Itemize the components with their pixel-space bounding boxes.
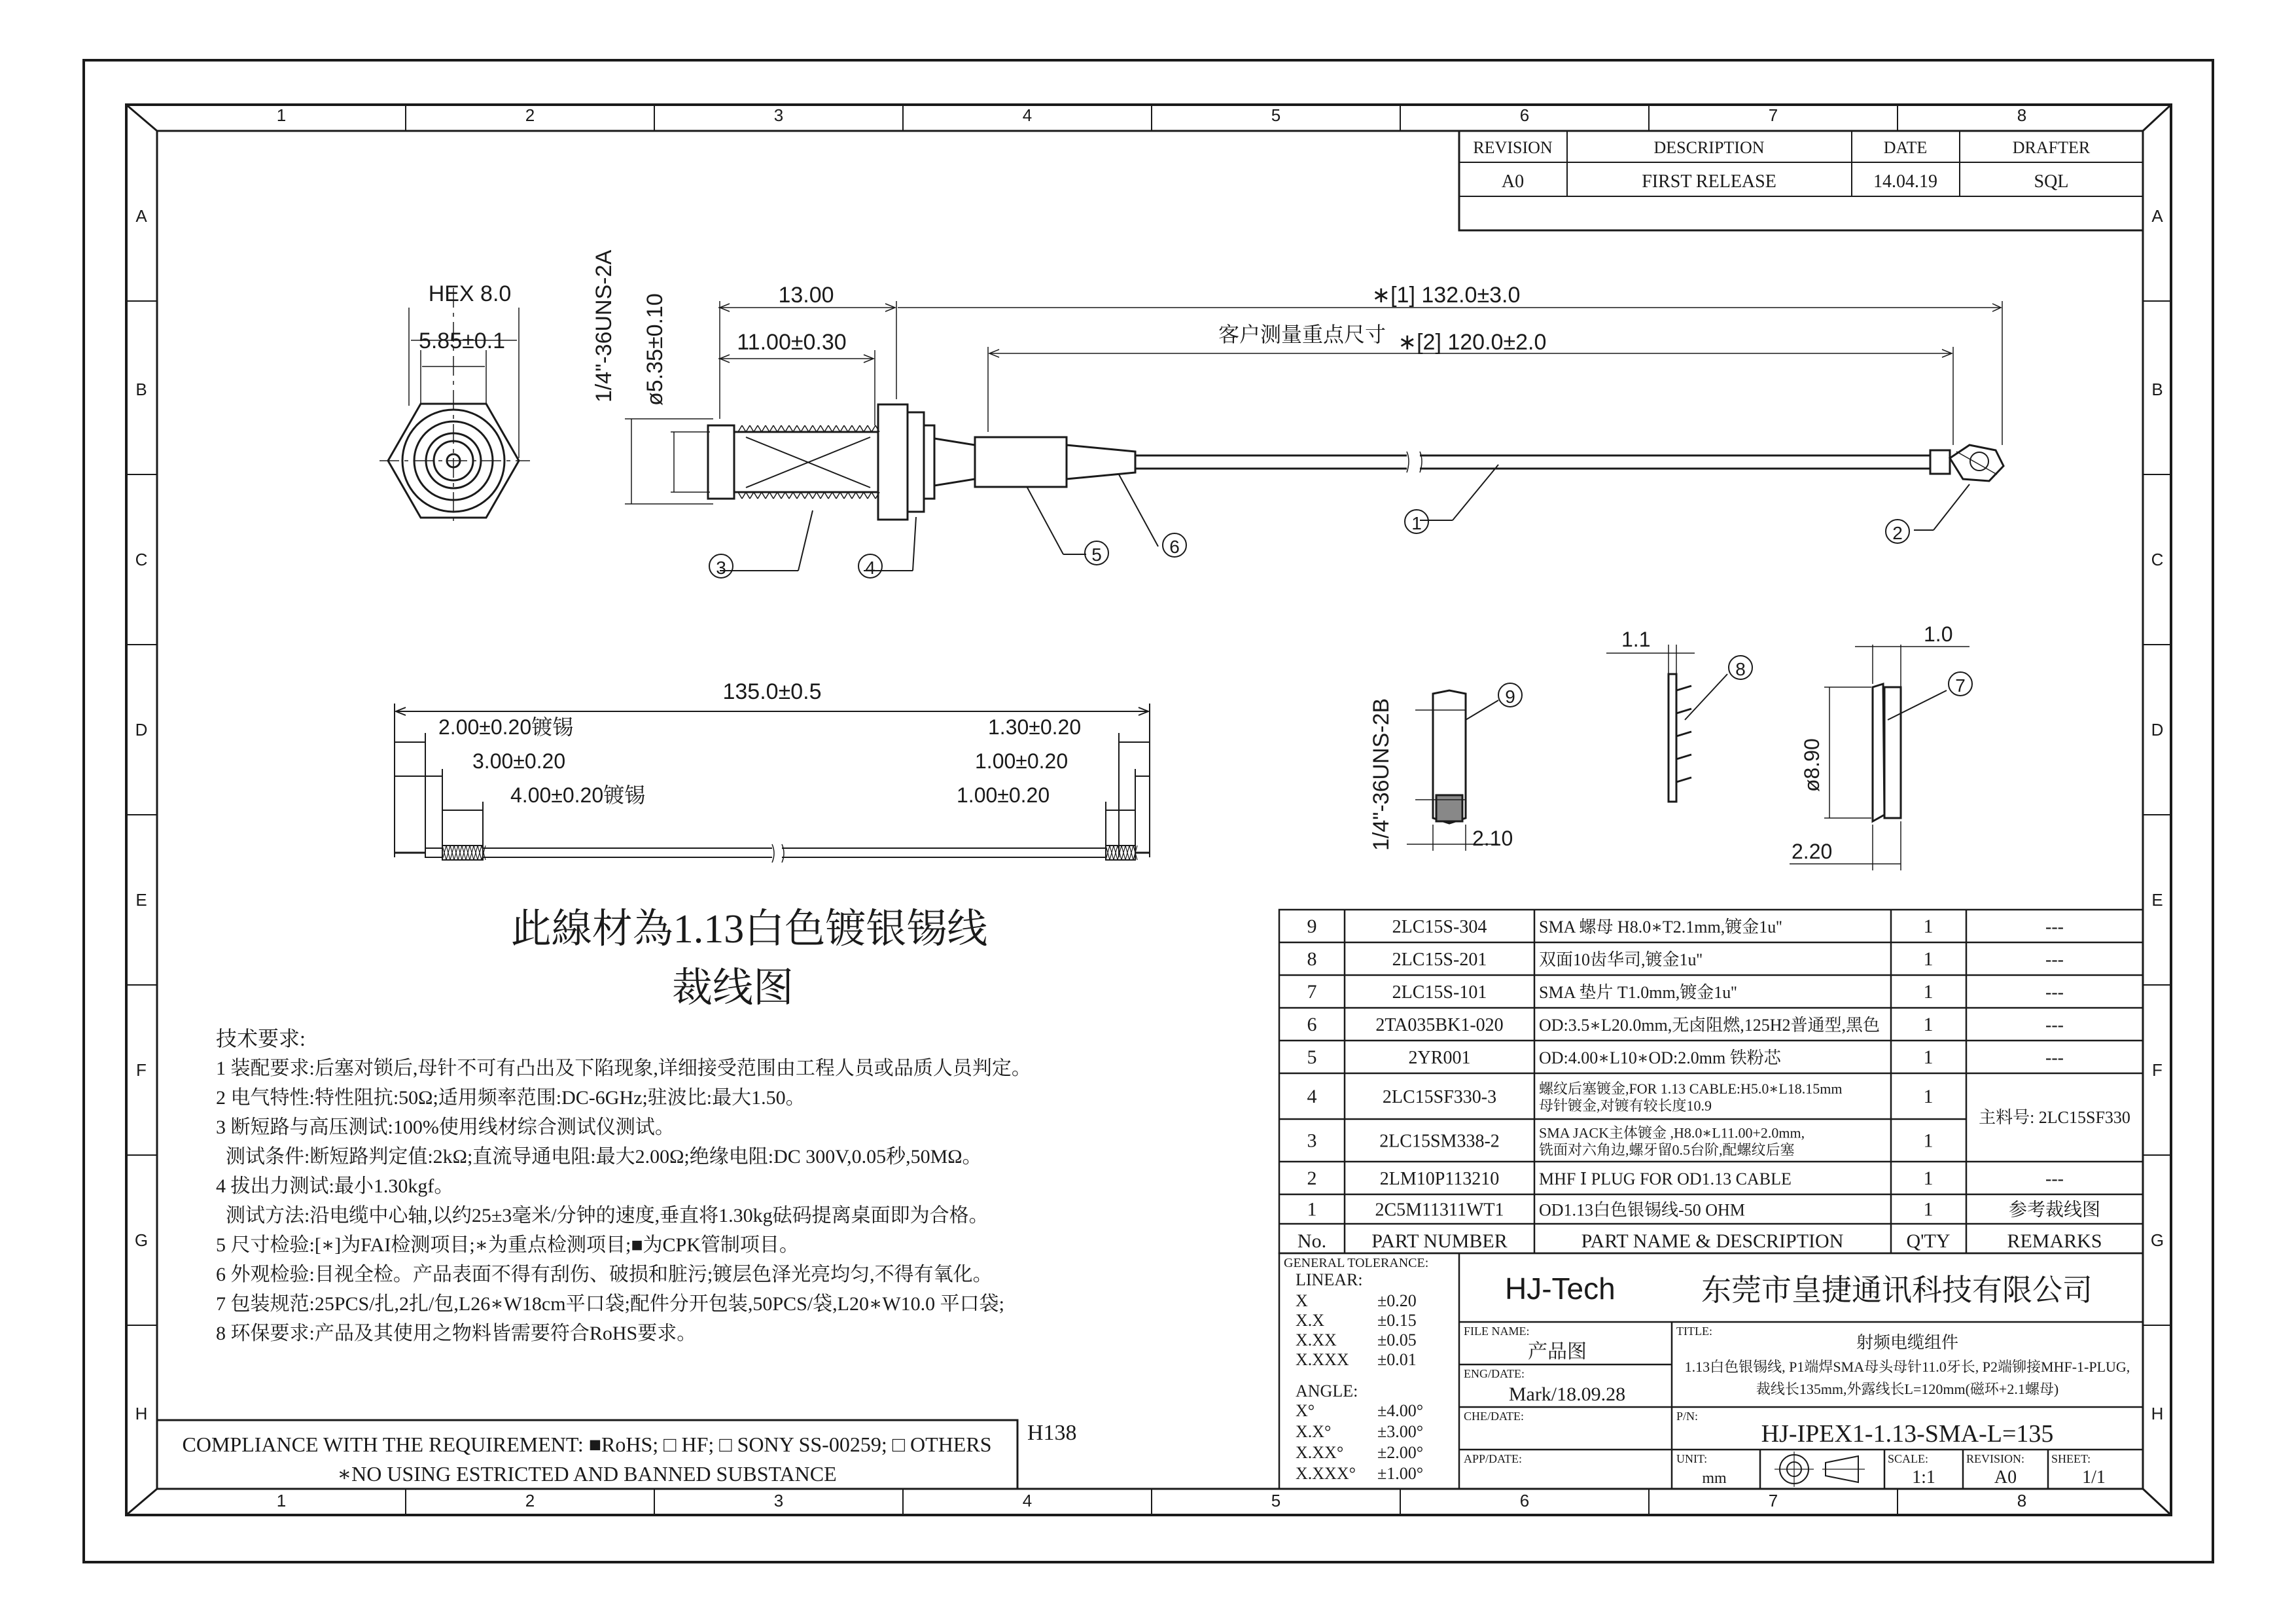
tol-angle-key: X.XX° bbox=[1296, 1443, 1344, 1462]
svg-text:4: 4 bbox=[865, 558, 875, 578]
tech-req-line-1: 1 装配要求:后塞对锁后,母针不可有凸出及下陷现象,详细接受范围由工程人员或品质人员判定。 bbox=[216, 1058, 1031, 1079]
eng-date-value: Mark/18.09.28 bbox=[1508, 1383, 1626, 1405]
coax-cable bbox=[1135, 452, 1930, 473]
grid-row-label: F bbox=[2152, 1060, 2163, 1080]
grid-col-label: 4 bbox=[1022, 1491, 1033, 1510]
bom-item-no: 1 bbox=[1307, 1198, 1317, 1221]
spacer-width-label: 2.20 bbox=[1792, 840, 1833, 863]
unit-value: mm bbox=[1702, 1470, 1727, 1487]
tol-linear-value: ±0.01 bbox=[1377, 1350, 1417, 1369]
bom-item-no: 5 bbox=[1307, 1046, 1317, 1068]
tol-angle-key: X° bbox=[1296, 1401, 1315, 1420]
grid-col-label: 8 bbox=[2017, 1491, 2027, 1510]
grid-row-label: B bbox=[135, 380, 147, 399]
bom-description: 双面10齿华司,镀金1u'' bbox=[1539, 950, 1703, 969]
dim-11: 11.00±0.30 bbox=[737, 330, 847, 355]
tol-angle-value: ±3.00° bbox=[1377, 1422, 1424, 1441]
grid-col-label: 6 bbox=[1519, 105, 1530, 125]
rev-value-revision: A0 bbox=[1501, 171, 1525, 192]
bom-description: OD:4.00∗L10∗OD:2.0mm 铁粉芯 bbox=[1539, 1048, 1781, 1067]
sheet-label: SHEET: bbox=[2051, 1452, 2091, 1465]
eng-date-label: ENG/DATE: bbox=[1464, 1367, 1525, 1380]
bom-description: 母针镀金,对镀有较长度10.9 bbox=[1539, 1097, 1712, 1114]
revision-label: REVISION: bbox=[1966, 1452, 2024, 1465]
title-main: 射频电缆组件 bbox=[1856, 1333, 1959, 1352]
tol-angle-key: X.XXX° bbox=[1296, 1464, 1356, 1483]
balloon-6 bbox=[1163, 533, 1186, 557]
customer-measure-note: 客户测量重点尺寸 bbox=[1218, 323, 1386, 346]
tol-linear-value: ±0.20 bbox=[1377, 1291, 1417, 1310]
grid-col-label: 2 bbox=[525, 105, 535, 125]
bom-merged-remark: 主料号: 2LC15SF330 bbox=[1979, 1108, 2130, 1127]
bom-qty: 1 bbox=[1923, 916, 1934, 937]
spacer-thickness-label: 1.0 bbox=[1924, 622, 1953, 646]
rev-header-description: DESCRIPTION bbox=[1653, 138, 1765, 157]
sheet-value: 1/1 bbox=[2082, 1467, 2106, 1488]
hex-width-label: 5.85±0.1 bbox=[418, 329, 506, 353]
detail-washer bbox=[1606, 645, 1695, 802]
nut-width-label: 2.10 bbox=[1472, 827, 1513, 850]
bom-row-3 bbox=[1307, 1125, 1934, 1158]
balloon-4 bbox=[858, 554, 882, 578]
tol-linear-key: X.X bbox=[1296, 1311, 1325, 1330]
svg-text:5: 5 bbox=[1091, 544, 1102, 565]
bom-qty: 1 bbox=[1923, 1168, 1934, 1189]
cut-dim-right-2: 1.00±0.20 bbox=[975, 749, 1069, 773]
pn-label: P/N: bbox=[1676, 1410, 1699, 1423]
grid-row-label: C bbox=[2151, 550, 2164, 569]
bom-header-remarks: REMARKS bbox=[2007, 1230, 2102, 1252]
bom-part-number: 2LC15S-201 bbox=[1392, 950, 1487, 970]
grid-row-label: C bbox=[135, 550, 148, 569]
bom-remark: --- bbox=[2045, 982, 2064, 1003]
bom-qty: 1 bbox=[1923, 981, 1934, 1003]
svg-text:1: 1 bbox=[1411, 513, 1422, 533]
grid-col-label: 6 bbox=[1519, 1491, 1530, 1510]
grid-row-label: D bbox=[2151, 720, 2164, 740]
svg-text:8: 8 bbox=[1735, 659, 1746, 679]
title-line3: 裁线长135mm,外露线长L=120mm(磁环+2.1螺母) bbox=[1756, 1381, 2059, 1397]
cut-total-length: 135.0±0.5 bbox=[722, 679, 822, 704]
diameter-dimension-lines bbox=[625, 419, 713, 504]
svg-text:9: 9 bbox=[1505, 687, 1515, 707]
svg-text:3: 3 bbox=[716, 558, 726, 578]
pn-value: HJ-IPEX1-1.13-SMA-L=135 bbox=[1761, 1420, 2054, 1448]
diameter-label: ø5.35±0.10 bbox=[643, 293, 667, 406]
grid-row-label: E bbox=[135, 890, 147, 910]
grid-row-label: D bbox=[135, 720, 148, 740]
bom-row-5 bbox=[1307, 1046, 2064, 1068]
bom-part-number: 2LM10P113210 bbox=[1379, 1169, 1500, 1189]
sma-connector-body bbox=[708, 404, 1135, 520]
bom-item-no: 6 bbox=[1307, 1014, 1317, 1035]
cut-dim-strip-2: 3.00±0.20 bbox=[472, 749, 566, 773]
bom-part-number: 2LC15SF330-3 bbox=[1382, 1087, 1497, 1107]
bom-rows bbox=[1307, 916, 2101, 1221]
bom-qty: 1 bbox=[1923, 1046, 1934, 1068]
bom-remark: --- bbox=[2045, 950, 2064, 970]
hex-size-label: HEX 8.0 bbox=[428, 281, 512, 306]
tech-req-line-3: 3 断短路与高压测试:100%使用线材综合测试仪测试。 bbox=[216, 1116, 675, 1138]
dim-total-length: ∗[1] 132.0±3.0 bbox=[1371, 283, 1521, 308]
tol-linear-title: LINEAR: bbox=[1296, 1270, 1363, 1289]
grid-row-label: H bbox=[135, 1404, 148, 1423]
grid-row-label: A bbox=[135, 206, 147, 226]
rev-value-description: FIRST RELEASE bbox=[1642, 171, 1776, 192]
bom-row-8 bbox=[1307, 948, 2064, 970]
dim-13: 13.00 bbox=[778, 283, 834, 308]
front-view-hex bbox=[380, 288, 530, 524]
grid-row-label: F bbox=[136, 1060, 147, 1080]
cut-dim-strip-3: 4.00±0.20镀锡 bbox=[510, 783, 646, 807]
tech-req-line-9: 7 包装规范:25PCS/扎,2扎/包,L26∗W18cm平口袋;配件分开包装,50PCS/袋,L20∗W10.0 平口袋; bbox=[216, 1293, 1004, 1315]
tol-angle-value: ±1.00° bbox=[1377, 1464, 1424, 1483]
bom-description: SMA 螺母 H8.0∗T2.1mm,镀金1u'' bbox=[1539, 918, 1782, 936]
bom-part-number: 2LC15S-304 bbox=[1392, 917, 1487, 937]
bom-row-4 bbox=[1307, 1080, 1934, 1114]
bom-row-9 bbox=[1307, 916, 2064, 937]
grid-col-label: 1 bbox=[276, 1491, 287, 1510]
bom-row-6 bbox=[1307, 1014, 2064, 1035]
svg-text:7: 7 bbox=[1955, 675, 1966, 696]
bom-description: 螺纹后塞镀金,FOR 1.13 CABLE:H5.0∗L18.15mm bbox=[1539, 1080, 1843, 1097]
revision-block bbox=[1459, 131, 2143, 230]
compliance-code: H138 bbox=[1027, 1421, 1077, 1445]
balloon-1 bbox=[1405, 510, 1428, 533]
bom-remark: --- bbox=[2045, 1015, 2064, 1035]
grid-row-label: E bbox=[2151, 890, 2163, 910]
nut-leader bbox=[1466, 700, 1498, 720]
thread-label: 1/4"-36UNS-2A bbox=[592, 249, 616, 402]
tech-req-line-2: 2 电气特性:特性阻抗:50Ω;适用频率范围:DC-6GHz;驻波比:最大1.50。 bbox=[216, 1087, 805, 1109]
bom-header-no: No. bbox=[1297, 1230, 1327, 1252]
bom-row-2 bbox=[1307, 1168, 2064, 1189]
tol-angle-value: ±4.00° bbox=[1377, 1401, 1424, 1420]
bom-remark: --- bbox=[2045, 917, 2064, 937]
tech-req-line-6: 测试方法:沿电缆中心轴,以约25±3毫米/分钟的速度,垂直将1.30kg砝码提离桌面即为合格。 bbox=[216, 1205, 989, 1226]
svg-text:2: 2 bbox=[1892, 523, 1903, 543]
spacer-leader bbox=[1888, 690, 1947, 720]
bom-part-number: 2LC15SM338-2 bbox=[1379, 1131, 1500, 1152]
grid-row-label: G bbox=[134, 1230, 149, 1250]
scale-label: SCALE: bbox=[1888, 1452, 1929, 1465]
balloon-9 bbox=[1498, 683, 1522, 707]
balloon-5 bbox=[1085, 541, 1108, 565]
unit-label: UNIT: bbox=[1676, 1452, 1708, 1465]
nut-thread-label: 1/4"-36UNS-2B bbox=[1369, 698, 1394, 851]
bom-description: OD:3.5∗L20.0mm,无卤阻燃,125H2普通型,黑色 bbox=[1539, 1016, 1881, 1035]
bom-description: SMA 垫片 T1.0mm,镀金1u'' bbox=[1539, 983, 1737, 1002]
washer-leader bbox=[1685, 674, 1727, 720]
file-name-value: 产品图 bbox=[1528, 1341, 1587, 1363]
bom-remark: --- bbox=[2045, 1048, 2064, 1068]
rev-header-date: DATE bbox=[1883, 138, 1928, 157]
grid-col-label: 4 bbox=[1022, 105, 1033, 125]
bom-item-no: 3 bbox=[1307, 1130, 1317, 1152]
company-name: 东莞市皇捷通讯科技有限公司 bbox=[1701, 1274, 2093, 1307]
compliance-line2: ∗NO USING ESTRICTED AND BANNED SUBSTANCE bbox=[337, 1462, 837, 1486]
brand-name: HJ-Tech bbox=[1505, 1272, 1616, 1306]
compliance-line1: COMPLIANCE WITH THE REQUIREMENT: ■RoHS; □ HF; □ SONY SS-00259; □ OTHERS bbox=[182, 1433, 992, 1456]
file-name-label: FILE NAME: bbox=[1464, 1325, 1530, 1338]
bom-qty: 1 bbox=[1923, 1130, 1934, 1152]
bom-description: MHF Ⅰ PLUG FOR OD1.13 CABLE bbox=[1539, 1169, 1792, 1188]
bom-part-number: 2YR001 bbox=[1408, 1048, 1471, 1068]
tol-linear-value: ±0.05 bbox=[1377, 1330, 1417, 1349]
bom-part-number: 2C5M11311WT1 bbox=[1375, 1200, 1504, 1221]
balloon-7 bbox=[1949, 672, 1972, 696]
cut-dim-right-3: 1.00±0.20 bbox=[957, 783, 1050, 807]
bom-part-number: 2TA035BK1-020 bbox=[1375, 1015, 1504, 1035]
title-line2: 1.13白色银锡线, P1端焊SMA母头母针11.0牙长, P2端铆接MHF-1-PLUG, bbox=[1684, 1359, 2130, 1375]
title-label: TITLE: bbox=[1676, 1325, 1712, 1338]
tol-angle-key: X.X° bbox=[1296, 1422, 1332, 1441]
bom-qty: 1 bbox=[1923, 1198, 1934, 1221]
tol-linear-key: X.XX bbox=[1296, 1330, 1337, 1349]
bom-row-1 bbox=[1307, 1199, 2101, 1221]
grid-row-label: H bbox=[2151, 1404, 2164, 1423]
mhf-plug bbox=[1930, 445, 2004, 481]
projection-symbol-icon bbox=[1775, 1452, 1865, 1487]
bom-header-description: PART NAME & DESCRIPTION bbox=[1581, 1230, 1844, 1252]
grid-col-label: 7 bbox=[1768, 1491, 1778, 1510]
rev-value-drafter: SQL bbox=[2034, 171, 2069, 192]
bom-qty: 1 bbox=[1923, 1086, 1934, 1107]
tol-angle-title: ANGLE: bbox=[1296, 1382, 1358, 1400]
spacer-diameter-label: ø8.90 bbox=[1800, 738, 1824, 792]
rev-header-drafter: DRAFTER bbox=[2012, 138, 2091, 157]
tech-req-line-8: 6 外观检验:目视全检。产品表面不得有刮伤、破损和脏污;镀层色泽光亮均匀,不得有氧化。 bbox=[216, 1264, 993, 1285]
grid-col-label: 2 bbox=[525, 1491, 535, 1510]
bom-header-part-number: PART NUMBER bbox=[1371, 1230, 1508, 1252]
dim-measure-length: ∗[2] 120.0±2.0 bbox=[1398, 330, 1547, 355]
bom-item-no: 7 bbox=[1307, 981, 1317, 1003]
balloon-8 bbox=[1729, 656, 1752, 679]
bom-qty: 1 bbox=[1923, 1014, 1934, 1035]
tol-linear-key: X.XXX bbox=[1296, 1350, 1349, 1369]
bom-remark: --- bbox=[2045, 1169, 2064, 1189]
grid-col-label: 5 bbox=[1271, 1491, 1281, 1510]
tech-req-title: 技术要求: bbox=[216, 1027, 306, 1050]
app-date-label: APP/DATE: bbox=[1464, 1452, 1523, 1465]
tol-angle-value: ±2.00° bbox=[1377, 1443, 1424, 1462]
tech-req-line-5: 4 拔出力测试:最小1.30kgf。 bbox=[216, 1175, 454, 1197]
grid-col-label: 8 bbox=[2017, 105, 2027, 125]
cut-dim-right-1: 1.30±0.20 bbox=[988, 715, 1082, 739]
tech-req-line-10: 8 环保要求:产品及其使用之物料皆需要符合RoHS要求。 bbox=[216, 1323, 697, 1344]
bom-description: SMA JACK主体镀金 ,H8.0∗L11.00+2.0mm, bbox=[1539, 1124, 1805, 1141]
wire-note-line1: 此線材為1.13白色镀银锡线 bbox=[510, 907, 988, 952]
svg-text:6: 6 bbox=[1169, 537, 1180, 557]
scale-value: 1:1 bbox=[1912, 1467, 1935, 1488]
rev-header-revision: REVISION bbox=[1473, 138, 1553, 157]
bom-item-no: 8 bbox=[1307, 948, 1317, 970]
grid-col-label: 3 bbox=[773, 105, 784, 125]
grid-col-label: 5 bbox=[1271, 105, 1281, 125]
cut-dim-strip-1: 2.00±0.20镀锡 bbox=[438, 715, 574, 739]
grid-col-label: 7 bbox=[1768, 105, 1778, 125]
bom-description: OD1.13白色银锡线-50 OHM bbox=[1539, 1200, 1745, 1220]
bom-row-7 bbox=[1307, 981, 2064, 1003]
bom-qty: 1 bbox=[1923, 948, 1934, 970]
bom-item-no: 4 bbox=[1307, 1086, 1317, 1107]
grid-row-label: A bbox=[2151, 206, 2163, 226]
tech-req-line-7: 5 尺寸检验:[∗]为FAI检测项目;∗为重点检测项目;■为CPK管制项目。 bbox=[216, 1234, 799, 1256]
grid-col-label: 1 bbox=[276, 105, 287, 125]
bom-remark: 参考裁线图 bbox=[2008, 1200, 2101, 1221]
bom-description: 铣面对六角边,螺牙留0.5台阶,配螺纹后塞 bbox=[1539, 1141, 1795, 1158]
washer-thickness-label: 1.1 bbox=[1621, 628, 1651, 651]
che-date-label: CHE/DATE: bbox=[1464, 1410, 1524, 1423]
balloon-3 bbox=[709, 554, 733, 578]
tol-linear-value: ±0.15 bbox=[1377, 1311, 1417, 1330]
wire-note-line2: 裁线图 bbox=[671, 966, 794, 1010]
grid-row-label: G bbox=[2150, 1230, 2164, 1250]
grid-row-label: B bbox=[2151, 380, 2163, 399]
bom-item-no: 9 bbox=[1307, 916, 1317, 937]
grid-col-label: 3 bbox=[773, 1491, 784, 1510]
balloon-2 bbox=[1886, 520, 1909, 543]
tech-req-line-4: 测试条件:断短路判定值:2kΩ;直流导通电阻:最大2.00Ω;绝缘电阻:DC 300V,0.05秒,50MΩ。 bbox=[216, 1146, 982, 1168]
revision-value: A0 bbox=[1994, 1467, 2017, 1488]
bom-item-no: 2 bbox=[1307, 1168, 1317, 1189]
bom-header-qty: Q'TY bbox=[1906, 1230, 1951, 1252]
tol-title: GENERAL TOLERANCE: bbox=[1284, 1256, 1429, 1270]
rev-value-date: 14.04.19 bbox=[1873, 171, 1937, 192]
bom-part-number: 2LC15S-101 bbox=[1392, 982, 1487, 1003]
tol-linear-key: X bbox=[1296, 1291, 1308, 1310]
